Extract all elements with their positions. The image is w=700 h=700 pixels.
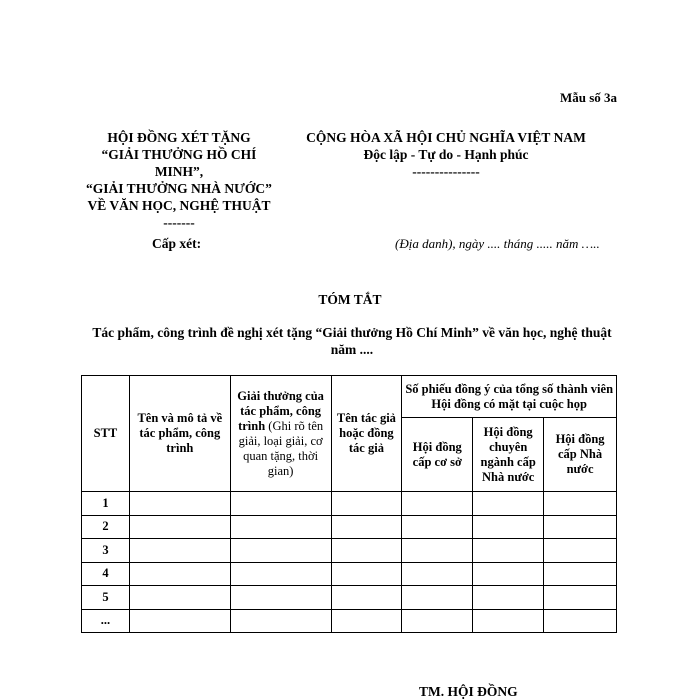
table-cell — [544, 492, 617, 516]
table-cell — [331, 609, 402, 633]
form-number: Mẫu số 3a — [559, 90, 617, 105]
table-cell — [230, 586, 331, 610]
table-cell — [544, 609, 617, 633]
table-row — [82, 609, 617, 633]
header-awards-note: (Ghi rõ tên giải, loại giải, cơ quan tặng, thời gian) — [238, 418, 324, 478]
document-title: TÓM TẮT — [318, 292, 382, 307]
header-votes-state: Hội đồng cấp Nhà nước — [544, 418, 617, 492]
table-row — [82, 515, 617, 539]
row-number: 2 — [82, 515, 130, 539]
table-cell — [129, 492, 230, 516]
place-date-line: (Địa danh), ngày .... tháng ..... năm ….. — [395, 236, 600, 251]
table-cell — [473, 515, 544, 539]
council-header-line: “GIẢI THƯỞNG NHÀ NƯỚC” — [86, 181, 272, 196]
table-cell — [544, 515, 617, 539]
header-awards-title: Giải thưởng của tác phẩm, công trình — [237, 388, 324, 433]
table-cell — [230, 562, 331, 586]
table-row — [82, 539, 617, 563]
row-number: 5 — [82, 586, 130, 610]
table-cell — [129, 515, 230, 539]
table-cell — [402, 492, 473, 516]
table-cell — [230, 492, 331, 516]
header-votes-group: Số phiếu đồng ý của tổng số thành viên Hội đồng có mặt tại cuộc họp — [402, 376, 617, 418]
table-cell — [129, 586, 230, 610]
table-cell — [230, 515, 331, 539]
signature-block: TM. HỘI ĐỒNG — [419, 684, 518, 699]
table-cell — [473, 492, 544, 516]
header-stt: STT — [82, 376, 130, 492]
summary-table — [81, 375, 617, 633]
table-cell — [473, 586, 544, 610]
council-header — [76, 129, 282, 231]
table-cell — [544, 562, 617, 586]
review-level-label: Cấp xét: — [152, 236, 202, 251]
council-header-line: VỀ VĂN HỌC, NGHỆ THUẬT — [87, 198, 271, 213]
council-header-line: HỘI ĐỒNG XÉT TẶNG — [107, 130, 251, 145]
table-row — [82, 492, 617, 516]
council-header-line: MINH”, — [154, 164, 204, 179]
council-header-separator: ------- — [163, 215, 195, 230]
document-subtitle: Tác phẩm, công trình đề nghị xét tặng “Giải thưởng Hồ Chí Minh” về văn học, nghệ thuật năm .... — [92, 325, 612, 357]
header-awards — [230, 376, 331, 492]
table-cell — [331, 586, 402, 610]
row-number: ... — [82, 609, 130, 633]
table-cell — [331, 562, 402, 586]
table-cell — [129, 609, 230, 633]
row-number: 3 — [82, 539, 130, 563]
table-cell — [402, 562, 473, 586]
table-cell — [402, 515, 473, 539]
row-number: 1 — [82, 492, 130, 516]
table-cell — [331, 515, 402, 539]
table-cell — [402, 539, 473, 563]
national-separator: --------------- — [412, 164, 480, 179]
table-cell — [402, 609, 473, 633]
national-header — [296, 129, 596, 180]
row-number: 4 — [82, 562, 130, 586]
table-cell — [129, 562, 230, 586]
national-title: CỘNG HÒA XÃ HỘI CHỦ NGHĨA VIỆT NAM — [306, 130, 586, 145]
table-header-row — [82, 376, 617, 418]
table-cell — [544, 586, 617, 610]
table-cell — [473, 609, 544, 633]
header-work-name: Tên và mô tả về tác phẩm, công trình — [129, 376, 230, 492]
table-cell — [473, 539, 544, 563]
table-cell — [331, 539, 402, 563]
table-cell — [129, 539, 230, 563]
table-cell — [402, 586, 473, 610]
header-votes-specialized: Hội đồng chuyên ngành cấp Nhà nước — [473, 418, 544, 492]
table-cell — [230, 609, 331, 633]
table-cell — [544, 539, 617, 563]
table-cell — [473, 562, 544, 586]
header-votes-base: Hội đồng cấp cơ sở — [402, 418, 473, 492]
table-cell — [331, 492, 402, 516]
table-row — [82, 562, 617, 586]
council-header-line: “GIẢI THƯỞNG HỒ CHÍ — [101, 147, 257, 162]
table-row — [82, 586, 617, 610]
header-authors: Tên tác giả hoặc đồng tác giả — [331, 376, 402, 492]
national-motto: Độc lập - Tự do - Hạnh phúc — [363, 147, 529, 162]
table-cell — [230, 539, 331, 563]
